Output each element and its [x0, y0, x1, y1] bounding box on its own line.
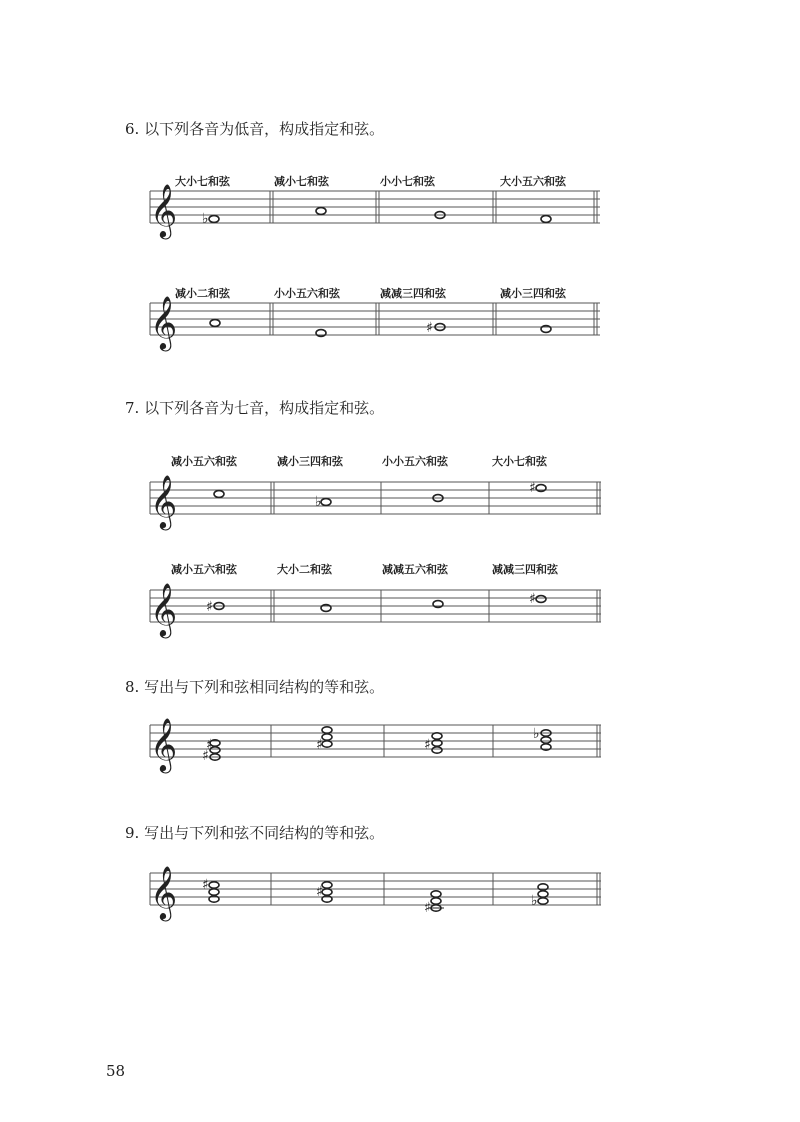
chord-label: 小小五六和弦	[382, 455, 448, 468]
chord-note	[541, 737, 551, 743]
note-head	[536, 596, 546, 603]
note-head	[541, 216, 551, 223]
chord-note	[322, 727, 332, 733]
chord-label: 减小二和弦	[175, 287, 230, 300]
chord-note	[432, 733, 442, 739]
sharp-icon: ♯	[424, 737, 431, 753]
sharp-icon: ♯	[316, 737, 323, 753]
chord-note	[209, 882, 219, 888]
chord-label: 大小七和弦	[492, 455, 547, 468]
treble-clef-icon: 𝄞	[150, 474, 178, 528]
chord-label: 减减五六和弦	[382, 563, 448, 576]
chord-label: 大小七和弦	[175, 175, 230, 188]
chord-label: 减减三四和弦	[492, 563, 558, 576]
note-head	[214, 491, 224, 498]
flat-icon: ♭	[531, 893, 538, 909]
chord-label: 大小二和弦	[277, 563, 332, 576]
chord-label: 大小五六和弦	[500, 175, 566, 188]
sharp-icon: ♯	[529, 591, 536, 607]
note-head	[321, 499, 331, 506]
chord-label: 减小五六和弦	[171, 563, 237, 576]
chord-label: 减小五六和弦	[171, 455, 237, 468]
sharp-icon: ♯	[424, 900, 431, 916]
treble-clef-icon: 𝄞	[150, 183, 178, 237]
chord-note	[432, 747, 442, 753]
chord-label: 小小七和弦	[380, 175, 435, 188]
chord-label: 小小五六和弦	[274, 287, 340, 300]
page-number: 58	[106, 1062, 126, 1080]
flat-icon: ♭	[202, 211, 209, 227]
chord-note	[322, 734, 332, 740]
treble-clef-icon: 𝄞	[150, 865, 178, 919]
chord-label: 减小三四和弦	[277, 455, 343, 468]
chord-note	[322, 882, 332, 888]
note-head	[316, 208, 326, 215]
chord-note	[431, 898, 441, 904]
chord-note	[538, 898, 548, 904]
note-head	[210, 320, 220, 327]
sharp-icon: ♯	[206, 599, 213, 615]
sharp-icon: ♯	[316, 884, 323, 900]
flat-icon: ♭	[533, 726, 540, 742]
section-8-title: 8. 写出与下列和弦相同结构的等和弦。	[125, 678, 385, 696]
treble-clef-icon: 𝄞	[150, 295, 178, 349]
chord-label: 减小三四和弦	[500, 287, 566, 300]
chord-note	[322, 741, 332, 747]
chord-note	[431, 891, 441, 897]
note-head	[209, 216, 219, 223]
chord-note	[322, 889, 332, 895]
sharp-icon: ♯	[426, 320, 433, 336]
treble-clef-icon: 𝄞	[150, 717, 178, 771]
flat-icon: ♭	[315, 494, 322, 510]
staff-1	[150, 191, 600, 223]
section-6-title: 6. 以下列各音为低音，构成指定和弦。	[125, 120, 385, 138]
sharp-icon: ♯	[202, 748, 209, 764]
sharp-icon: ♯	[529, 480, 536, 496]
section-7-title: 7. 以下列各音为七音，构成指定和弦。	[125, 399, 385, 417]
chord-label: 减小七和弦	[274, 175, 329, 188]
chord-note	[209, 889, 219, 895]
chord-note	[538, 891, 548, 897]
treble-clef-icon: 𝄞	[150, 582, 178, 636]
section-9-title: 9. 写出与下列和弦不同结构的等和弦。	[125, 824, 385, 842]
staff-2	[150, 303, 600, 335]
chord-label: 减减三四和弦	[380, 287, 446, 300]
sharp-icon: ♯	[202, 877, 209, 893]
sharp-icon: ♯	[206, 737, 213, 753]
